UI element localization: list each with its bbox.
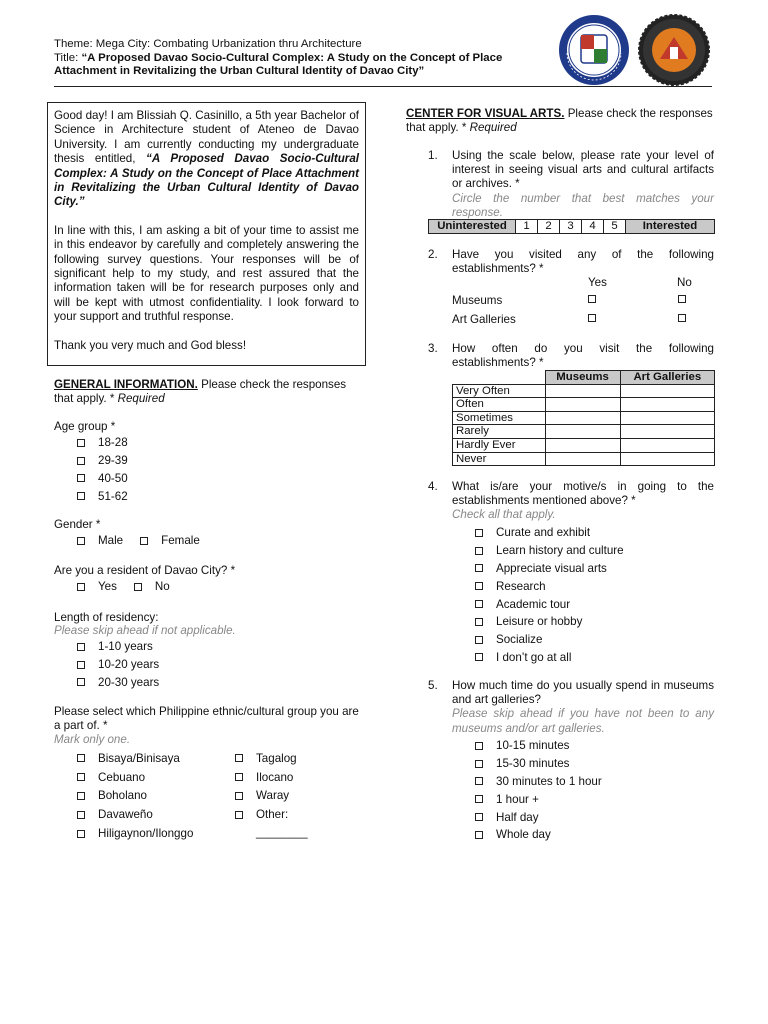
age-group-option[interactable] <box>77 470 128 488</box>
frequency-row <box>453 438 715 452</box>
question-text: What is/are your motive/s in going to the establishments mentioned above? * <box>452 480 714 508</box>
frequency-row <box>453 398 715 412</box>
ethnic-group-option[interactable] <box>235 749 297 768</box>
time-spent-option[interactable] <box>475 755 602 773</box>
checkbox[interactable] <box>77 754 85 762</box>
intro-text: Good day! I am Blissiah Q. Casinillo, a 5th year Bachelor of Science in Architecture student of Ateneo de Davao University. I am currently conducting my undergraduate thesis entitled, <box>54 109 359 166</box>
motive-option[interactable] <box>475 524 624 542</box>
checkbox[interactable] <box>134 583 142 591</box>
option-label: 1-10 years <box>98 640 153 654</box>
option-label: Waray <box>256 789 290 803</box>
scale-high-label: Interested <box>626 220 715 234</box>
ethnic-options-column-1 <box>77 749 193 843</box>
interest-rating-scale <box>428 219 715 234</box>
time-spent-option[interactable] <box>475 790 602 808</box>
question-note: Check all that apply. <box>452 508 556 522</box>
option-label: 18-28 <box>98 436 128 450</box>
option-label: 1 hour + <box>496 792 539 806</box>
frequency-label: Rarely <box>453 425 546 439</box>
motive-option[interactable] <box>475 560 624 578</box>
option-label: 15-30 minutes <box>496 757 570 771</box>
checkbox[interactable] <box>77 811 85 819</box>
other-blank-line[interactable]: ________ <box>256 826 308 839</box>
option-label: Bisaya/Binisaya <box>98 751 180 765</box>
checkbox[interactable] <box>235 773 243 781</box>
yes-column-header: Yes <box>588 276 607 289</box>
checkbox[interactable] <box>77 583 85 591</box>
ethnic-group-option[interactable] <box>77 824 193 843</box>
option-label: Curate and exhibit <box>496 526 591 540</box>
header-divider <box>54 86 712 87</box>
checkbox[interactable] <box>475 618 483 626</box>
scale-option[interactable]: 5 <box>604 220 626 234</box>
frequency-answer-cell[interactable] <box>545 411 620 425</box>
museums-yes-checkbox[interactable] <box>588 295 596 303</box>
age-group-option[interactable] <box>77 434 128 452</box>
option-label: Socialize <box>496 633 543 647</box>
column-header-museums: Museums <box>545 371 620 385</box>
title-label: Title: <box>54 51 82 64</box>
gender-question <box>54 518 200 550</box>
frequency-row <box>453 384 715 398</box>
age-group-question <box>54 420 128 505</box>
frequency-answer-cell[interactable] <box>545 384 620 398</box>
frequency-answer-cell[interactable] <box>620 425 714 439</box>
required-note: Required <box>469 121 517 135</box>
residency-note: Please skip ahead if not applicable. <box>54 624 236 637</box>
resident-option-yes[interactable] <box>77 578 117 596</box>
question-number: 2. <box>428 248 438 261</box>
resident-label: Are you a resident of Davao City? * <box>54 564 236 577</box>
theme-line: Theme: Mega City: Combating Urbanization thru Architecture <box>54 38 362 50</box>
frequency-row <box>453 411 715 425</box>
ethnic-group-option[interactable] <box>235 805 297 824</box>
thesis-title: “A Proposed Davao Socio-Cultural Complex: A Study on the Concept of Place Attachment in Revitalizing the Urban Cultural Identity of Davao City” <box>54 51 503 77</box>
checkbox[interactable] <box>475 760 483 768</box>
intro-closing: Thank you very much and God bless! <box>54 338 247 352</box>
intro-thesis-title: “A Proposed Davao Socio-Cultural Complex: A Study on the Concept of Place Attachment in Revitalizing the Urban Cultural Identity of Davao City.” <box>54 152 359 209</box>
general-info-instruction: Please check the responses that apply. * <box>54 378 347 406</box>
option-label: Learn history and culture <box>496 544 624 558</box>
scale-option[interactable]: 4 <box>582 220 604 234</box>
time-spent-option[interactable] <box>475 826 602 844</box>
option-label: Other: <box>256 808 289 822</box>
frequency-row <box>453 452 715 466</box>
question-text: Using the scale below, please rate your level of interest in seeing visual arts and cultural artifacts or archives. * <box>452 149 714 191</box>
residency-option[interactable] <box>77 656 236 674</box>
option-label: Academic tour <box>496 597 571 611</box>
column-header-art-galleries: Art Galleries <box>620 371 714 385</box>
option-label: Hiligaynon/Ilonggo <box>98 827 194 841</box>
option-label: Appreciate visual arts <box>496 561 607 575</box>
question-1 <box>452 149 714 220</box>
option-label: Female <box>161 534 200 548</box>
checkbox[interactable] <box>475 777 483 785</box>
motive-option[interactable] <box>475 595 624 613</box>
frequency-answer-cell[interactable] <box>620 398 714 412</box>
age-group-option[interactable] <box>77 452 128 470</box>
checkbox[interactable] <box>77 678 85 686</box>
gender-label: Gender * <box>54 518 101 531</box>
intro-paragraph-1 <box>54 109 359 210</box>
time-spent-option[interactable] <box>475 773 602 791</box>
scale-option[interactable]: 1 <box>516 220 538 234</box>
option-label: 10-20 years <box>98 658 160 672</box>
checkbox[interactable] <box>475 831 483 839</box>
question-note: Circle the number that best matches your response. <box>452 191 714 219</box>
checkbox[interactable] <box>77 474 85 482</box>
intro-paragraph-2: In line with this, I am asking a bit of your time to assist me in this endeavor by carefully and completely answering the following survey questions. Your responses will be of significant help to my study, and rest assured that the information taken will be for research purposes only and will be kept with utmost confidentiality. I look forward to your support and truthful response. <box>54 223 359 324</box>
frequency-label: Hardly Ever <box>453 438 546 452</box>
row-label-art-galleries: Art Galleries <box>452 313 516 326</box>
residency-option[interactable] <box>77 638 236 656</box>
art-galleries-no-checkbox[interactable] <box>678 314 686 322</box>
option-label: Male <box>98 534 124 548</box>
option-label: Davaweño <box>98 808 153 822</box>
art-galleries-yes-checkbox[interactable] <box>588 314 596 322</box>
frequency-answer-cell[interactable] <box>620 411 714 425</box>
checkbox[interactable] <box>235 811 243 819</box>
question-3-text: How often do you visit the following establishments? * <box>452 342 714 370</box>
option-label: 40-50 <box>98 471 128 485</box>
option-label: Cebuano <box>98 770 146 784</box>
table-corner <box>453 371 546 385</box>
ethnic-group-option[interactable] <box>77 768 193 787</box>
checkbox[interactable] <box>77 439 85 447</box>
document-header <box>54 38 554 79</box>
option-label: 10-15 minutes <box>496 739 570 753</box>
frequency-label: Sometimes <box>453 411 546 425</box>
frequency-answer-cell[interactable] <box>620 384 714 398</box>
residency-length-question <box>54 611 236 691</box>
question-number: 1. <box>428 149 438 162</box>
question-number: 4. <box>428 480 438 493</box>
checkbox[interactable] <box>475 582 483 590</box>
motive-option[interactable] <box>475 542 624 560</box>
intro-letter-box <box>47 102 366 366</box>
cva-heading <box>406 107 716 135</box>
checkbox[interactable] <box>235 792 243 800</box>
checkbox[interactable] <box>475 742 483 750</box>
checkbox[interactable] <box>475 636 483 644</box>
ethnic-group-option[interactable] <box>77 805 193 824</box>
resident-question <box>54 564 235 596</box>
no-column-header: No <box>677 276 692 289</box>
scale-low-label: Uninterested <box>429 220 516 234</box>
checkbox[interactable] <box>77 457 85 465</box>
question-number: 3. <box>428 342 438 355</box>
row-label-museums: Museums <box>452 294 503 307</box>
visit-frequency-table <box>452 370 715 466</box>
scale-option[interactable]: 2 <box>538 220 560 234</box>
checkbox[interactable] <box>77 830 85 838</box>
option-label: Boholano <box>98 789 147 803</box>
option-label: 20-30 years <box>98 675 160 689</box>
checkbox[interactable] <box>475 653 483 661</box>
option-label: Research <box>496 579 546 593</box>
required-note: Required <box>117 392 165 406</box>
checkbox[interactable] <box>77 792 85 800</box>
ethnic-group-label: Please select which Philippine ethnic/cultural group you are a part of. * <box>54 705 359 733</box>
scale-option[interactable]: 3 <box>560 220 582 234</box>
cva-instruction: Please check the responses that apply. * <box>406 107 713 135</box>
option-label: Tagalog <box>256 751 297 765</box>
cva-title: CENTER FOR VISUAL ARTS. <box>406 107 565 120</box>
frequency-label: Often <box>453 398 546 412</box>
frequency-answer-cell[interactable] <box>545 452 620 466</box>
option-label: 30 minutes to 1 hour <box>496 774 602 788</box>
checkbox[interactable] <box>77 643 85 651</box>
gender-option-female[interactable] <box>140 532 200 550</box>
frequency-row <box>453 425 715 439</box>
ethnic-group-option[interactable] <box>77 787 193 806</box>
general-info-heading <box>54 378 354 406</box>
residency-option[interactable] <box>77 674 236 692</box>
time-spent-option[interactable] <box>475 808 602 826</box>
question-number: 5. <box>428 679 438 692</box>
option-label: I don’t go at all <box>496 650 572 664</box>
title-line <box>54 52 554 79</box>
general-info-title: GENERAL INFORMATION. <box>54 378 198 391</box>
checkbox[interactable] <box>77 492 85 500</box>
option-label: 51-62 <box>98 489 128 503</box>
checkbox[interactable] <box>77 773 85 781</box>
residency-label: Length of residency: <box>54 611 159 624</box>
option-label: Whole day <box>496 828 551 842</box>
checkbox[interactable] <box>475 529 483 537</box>
frequency-answer-cell[interactable] <box>620 438 714 452</box>
age-group-option[interactable] <box>77 487 128 505</box>
checkbox[interactable] <box>77 661 85 669</box>
museums-no-checkbox[interactable] <box>678 295 686 303</box>
motive-option[interactable] <box>475 649 624 667</box>
frequency-label: Never <box>453 452 546 466</box>
architecture-seal-logo <box>637 13 711 87</box>
resident-option-no[interactable] <box>134 578 170 596</box>
checkbox[interactable] <box>140 537 148 545</box>
option-label: No <box>154 580 170 594</box>
frequency-answer-cell[interactable] <box>545 398 620 412</box>
question-text: How much time do you usually spend in museums and art galleries? <box>452 679 714 707</box>
option-label: Yes <box>98 580 117 594</box>
ethnic-group-note: Mark only one. <box>54 733 131 747</box>
question-4 <box>452 480 714 523</box>
question-2-text: Have you visited any of the following establishments? * <box>452 248 714 276</box>
checkbox[interactable] <box>475 600 483 608</box>
gender-option-male[interactable] <box>77 532 123 550</box>
ateneo-seal-logo <box>557 13 631 87</box>
ethnic-group-option[interactable] <box>77 749 193 768</box>
frequency-answer-cell[interactable] <box>545 438 620 452</box>
motive-option[interactable] <box>475 613 624 631</box>
ethnic-group-question <box>54 705 364 748</box>
time-spent-options <box>475 737 602 844</box>
frequency-answer-cell[interactable] <box>620 452 714 466</box>
frequency-label: Very Often <box>453 384 546 398</box>
checkbox[interactable] <box>475 564 483 572</box>
checkbox[interactable] <box>235 754 243 762</box>
checkbox[interactable] <box>475 795 483 803</box>
question-note: Please skip ahead if you have not been to any museums and/or art galleries. <box>452 707 714 735</box>
option-label: 29-39 <box>98 454 128 468</box>
option-label: Leisure or hobby <box>496 615 583 629</box>
motive-option[interactable] <box>475 631 624 649</box>
motive-options <box>475 524 624 666</box>
question-5 <box>452 679 714 736</box>
option-label: Half day <box>496 810 539 824</box>
ethnic-group-option[interactable] <box>235 787 297 806</box>
checkbox[interactable] <box>475 813 483 821</box>
ethnic-group-option[interactable] <box>235 768 297 787</box>
checkbox[interactable] <box>77 537 85 545</box>
age-group-label: Age group * <box>54 420 116 433</box>
motive-option[interactable] <box>475 577 624 595</box>
time-spent-option[interactable] <box>475 737 602 755</box>
option-label: Ilocano <box>256 770 294 784</box>
checkbox[interactable] <box>475 547 483 555</box>
ethnic-options-column-2 <box>235 749 297 824</box>
frequency-answer-cell[interactable] <box>545 425 620 439</box>
